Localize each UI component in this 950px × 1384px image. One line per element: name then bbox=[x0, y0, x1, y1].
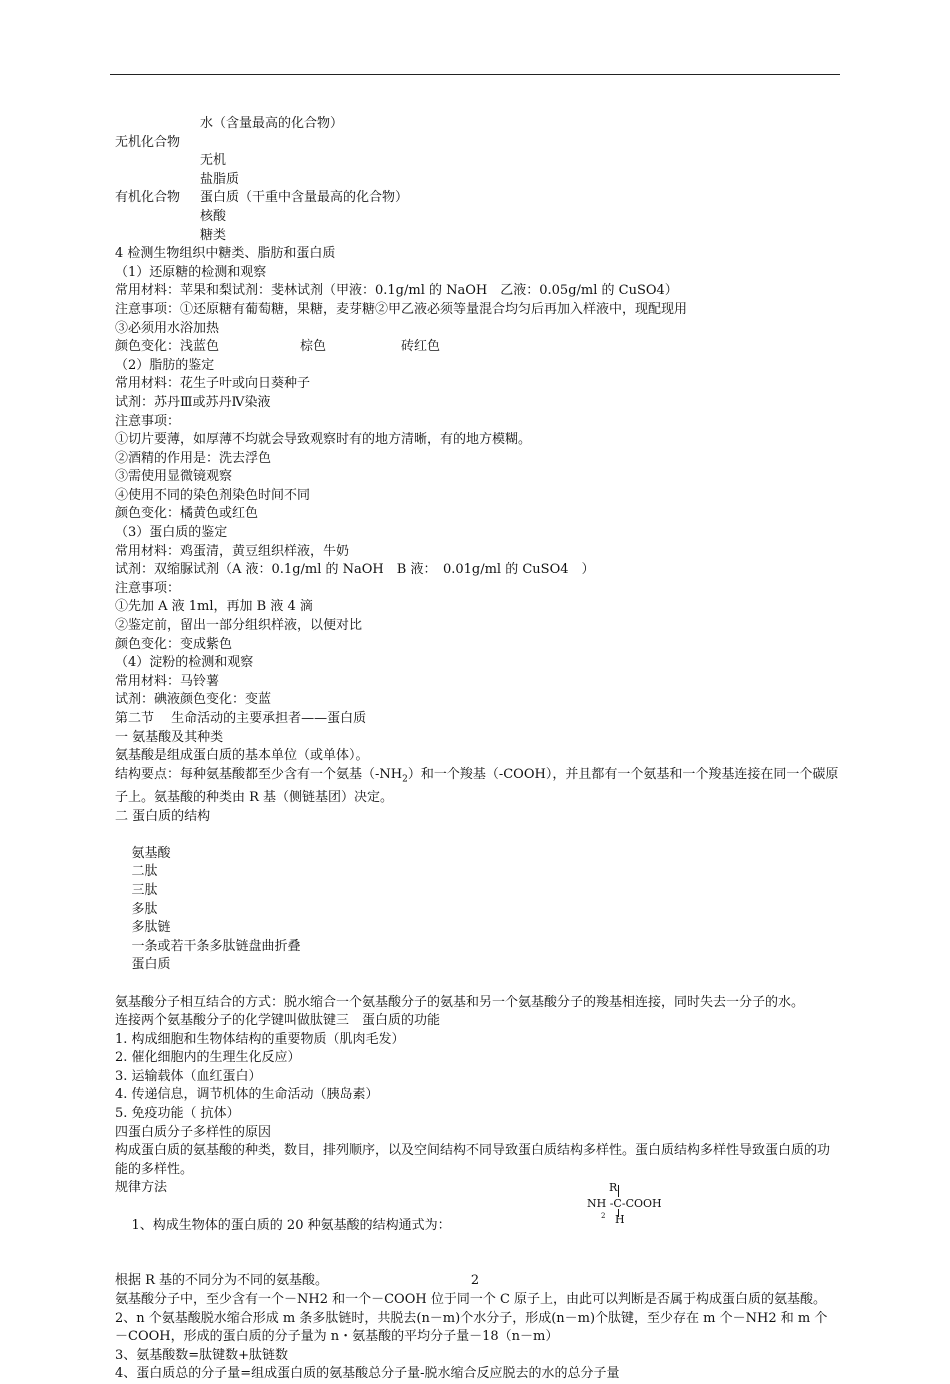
text-span: 结构要点：每种氨基酸都至少含有一个氨基（-NH bbox=[115, 766, 403, 782]
subsection-heading: （4）淀粉的检测和观察 bbox=[115, 655, 254, 671]
text-line: 糖类 bbox=[200, 227, 227, 243]
list-item: 4. 传递信息，调节机体的生命活动（胰岛素） bbox=[115, 1087, 379, 1103]
formula-h: H bbox=[615, 1213, 625, 1227]
text-line: 根据 R 基的不同分为不同的氨基酸。 bbox=[115, 1273, 329, 1289]
text-line: 注意事项： bbox=[115, 580, 181, 596]
text-span: ）和一个羧基（-COOH），并且都有一个氨基和一个羧基连接在同一个碳原子上。氨基酸的种类由 R 基（侧链基团）决定。 bbox=[115, 766, 839, 805]
label: 砖红色 bbox=[401, 339, 441, 355]
text-line: 注意事项：①还原糖有葡萄糖，果糖，麦芽糖②甲乙液必须等量混合均匀后再加入样液中，现配现用 bbox=[115, 301, 688, 317]
list-item: 3. 运输载体（血红蛋白） bbox=[115, 1068, 262, 1084]
text-line: ①先加 A 液 1ml，再加 B 液 4 滴 bbox=[115, 599, 313, 615]
text-line: ③需使用显微镜观察 bbox=[115, 469, 233, 485]
chain-step: 三肽 bbox=[131, 882, 158, 898]
text-line: ④使用不同的染色剂染色时间不同 bbox=[115, 487, 311, 503]
subsection-heading: （3）蛋白质的鉴定 bbox=[115, 525, 228, 541]
chain-step: 一条或若干条多肽链盘曲折叠 bbox=[131, 938, 301, 954]
section-heading: 四蛋白质分子多样性的原因 bbox=[115, 1124, 272, 1140]
header-rule bbox=[110, 74, 840, 75]
text-paragraph: 氨基酸分子中，至少含有一个－NH2 和一个－COOH 位于同一个 C 原子上，由此可以判断是否属于构成蛋白质的氨基酸。 bbox=[115, 1292, 827, 1307]
text-paragraph: 2、n 个氨基酸脱水缩合形成 m 条多肽链时，共脱去(n－m)个水分子，形成(n－m)个肽键，至少存在 m 个－NH2 和 m 个－COOH，形成的蛋白质的分子量为 n・氨基酸的平均分子量－18（n－m） bbox=[115, 1310, 828, 1345]
list-item: 1. 构成细胞和生物体结构的重要物质（肌肉毛发） bbox=[115, 1031, 405, 1047]
text-line: 常用材料：马铃薯 bbox=[115, 673, 220, 689]
text-line: 4、蛋白质总的分子量=组成蛋白质的氨基酸总分子量-脱水缩合反应脱去的水的总分子量 bbox=[115, 1366, 620, 1382]
amino-acid-formula bbox=[587, 1182, 677, 1242]
text-line: 试剂：双缩脲试剂（A 液：0.1g/ml 的 NaOH B 液： 0.01g/ml 的 CuSO4 ） bbox=[115, 562, 595, 578]
text-span: 1、构成生物体的蛋白质的 20 种氨基酸的结构通式为： bbox=[131, 1217, 451, 1233]
list-item: 2. 催化细胞内的生理生化反应） bbox=[115, 1050, 301, 1066]
section-heading: 二 蛋白质的结构 bbox=[115, 808, 211, 824]
section-heading: 4 检测生物组织中糖类、脂肪和蛋白质 bbox=[115, 246, 336, 262]
label: 有机化合物 bbox=[115, 190, 181, 206]
bond-line bbox=[618, 1185, 619, 1197]
text-line: 连接两个氨基酸分子的化学键叫做肽键三 蛋白质的功能 bbox=[115, 1013, 441, 1029]
text-paragraph: 氨基酸分子相互结合的方式：脱水缩合一个氨基酸分子的氨基和另一个氨基酸分子的羧基相连接，同时失去一分子的水。 bbox=[115, 994, 805, 1010]
text-line: 颜色变化：橘黄色或红色 bbox=[115, 506, 259, 522]
text-line: 常用材料：苹果和梨试剂：斐林试剂（甲液：0.1g/ml 的 NaOH 乙液：0.05g/ml 的 CuSO4） bbox=[115, 283, 678, 299]
text-paragraph: 构成蛋白质的氨基酸的种类，数目，排列顺序，以及空间结构不同导致蛋白质结构多样性。蛋白质结构多样性导致蛋白质的功能的多样性。 bbox=[115, 1143, 831, 1177]
text-line: 无机化合物 bbox=[115, 134, 181, 150]
text-line: 核酸 bbox=[200, 208, 227, 224]
text-line: ②鉴定前，留出一部分组织样液，以便对比 bbox=[115, 618, 363, 634]
text-line: 常用材料：花生子叶或向日葵种子 bbox=[115, 376, 311, 392]
chain-step: 多肽链 bbox=[131, 920, 171, 936]
subscript: 2 bbox=[402, 774, 408, 785]
text-line: ①切片要薄，如厚薄不均就会导致观察时有的地方清晰，有的地方模糊。 bbox=[115, 432, 532, 448]
section-heading: 一 氨基酸及其种类 bbox=[115, 729, 224, 745]
page-number: 2 bbox=[470, 1273, 480, 1288]
text-line: 水（含量最高的化合物） bbox=[200, 116, 344, 131]
chapter-heading: 第二节 生命活动的主要承担者——蛋白质 bbox=[115, 711, 367, 726]
text-line: 3、氨基酸数=肽键数+肽链数 bbox=[115, 1347, 289, 1363]
document-body bbox=[115, 115, 840, 1384]
chain-step: 二肽 bbox=[131, 864, 158, 880]
structure-chain bbox=[115, 826, 840, 993]
text-paragraph bbox=[115, 766, 840, 808]
label: 棕色 bbox=[300, 339, 327, 355]
text-line: 注意事项： bbox=[115, 413, 181, 429]
formula-r-group: R bbox=[609, 1181, 618, 1195]
text-line: 无机 bbox=[200, 153, 227, 169]
text-line: 盐脂质 bbox=[200, 171, 240, 187]
text-line: 试剂：碘液颜色变化：变蓝 bbox=[115, 692, 272, 708]
formula-main: NH -C-COOH bbox=[587, 1197, 662, 1211]
label: 颜色变化：浅蓝色 bbox=[115, 339, 220, 355]
subsection-heading: （2）脂肪的鉴定 bbox=[115, 357, 215, 373]
chain-step: 多肽 bbox=[131, 901, 158, 917]
label: 蛋白质（干重中含量最高的化合物） bbox=[200, 190, 409, 206]
formula-subscript: 2 bbox=[601, 1212, 606, 1221]
text-line: 常用材料：鸡蛋清，黄豆组织样液，牛奶 bbox=[115, 543, 350, 559]
text-line bbox=[115, 189, 840, 208]
section-heading: 规律方法 bbox=[115, 1180, 168, 1196]
text-line: 颜色变化：变成紫色 bbox=[115, 636, 233, 652]
chain-step: 氨基酸 bbox=[131, 845, 171, 861]
list-item: 5. 免疫功能（ 抗体） bbox=[115, 1106, 240, 1122]
text-line: 试剂：苏丹Ⅲ或苏丹Ⅳ染液 bbox=[115, 394, 271, 410]
text-line: ③必须用水浴加热 bbox=[115, 320, 220, 336]
chain-step: 蛋白质 bbox=[131, 957, 171, 973]
text-line: 氨基酸是组成蛋白质的基本单位（或单体）。 bbox=[115, 748, 369, 764]
subsection-heading: （1）还原糖的检测和观察 bbox=[115, 264, 267, 280]
text-line: ②酒精的作用是：洗去浮色 bbox=[115, 450, 272, 466]
color-change-line bbox=[115, 338, 840, 357]
